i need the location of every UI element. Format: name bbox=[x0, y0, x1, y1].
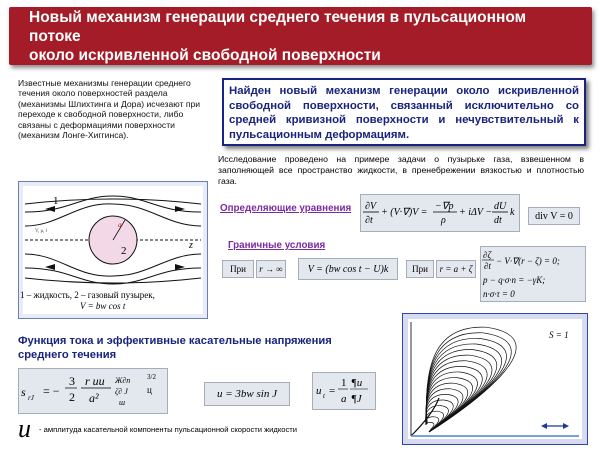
svg-text:= −: = − bbox=[43, 384, 60, 398]
stream-function-heading: Функция тока и эффективные касательные напряжения среднего течения bbox=[18, 335, 332, 361]
condition-infinity: r → ∞ bbox=[256, 260, 286, 278]
svg-text:∂ζ: ∂ζ bbox=[483, 250, 492, 260]
svg-text:+ iΔV −: + iΔV − bbox=[459, 207, 493, 218]
study-paragraph: Исследование проведено на примере задачи о пузырьке газа, взвешенном в заполняющей все пространство жидкости, в пренебрежении вязкостью и плотностью газа. bbox=[218, 154, 584, 186]
continuity-equation: div V = 0 bbox=[528, 207, 580, 225]
footnote-symbol: u bbox=[18, 414, 31, 443]
diagram-caption bbox=[20, 290, 210, 312]
svg-text:¶u: ¶u bbox=[351, 377, 363, 389]
title-line-1: Новый механизм генерации среднего течения в пульсационном потоке bbox=[29, 8, 527, 45]
svg-text:ρ: ρ bbox=[441, 215, 446, 226]
svg-text:∂t: ∂t bbox=[484, 261, 491, 271]
stress-subscript: rJ bbox=[28, 394, 34, 402]
svg-text:dU: dU bbox=[494, 201, 507, 212]
svg-text:∂V: ∂V bbox=[365, 201, 377, 212]
svg-text:dt: dt bbox=[494, 215, 502, 226]
svg-text:−∇p: −∇p bbox=[435, 201, 454, 212]
ut-subscript: t bbox=[323, 392, 325, 400]
svg-text:Ж∂n: Ж∂n bbox=[115, 376, 131, 385]
svg-text:r uu: r uu bbox=[85, 374, 105, 388]
svg-text:− V·∇(r − ζ) = 0;: − V·∇(r − ζ) = 0; bbox=[496, 256, 560, 266]
stress-formula-box bbox=[18, 368, 168, 414]
svg-text:1: 1 bbox=[341, 377, 347, 389]
svg-text:ζ∂ J: ζ∂ J bbox=[115, 387, 128, 396]
svg-text:+ (V·∇)V =: + (V·∇)V = bbox=[381, 207, 428, 218]
euler-equation-box bbox=[360, 194, 520, 232]
slide-title bbox=[29, 8, 572, 65]
stress-symbol: s bbox=[21, 385, 26, 399]
svg-text:p − q·σ·n = −γK;: p − q·σ·n = −γK; bbox=[483, 275, 546, 285]
caption-line-1: 1 – жидкость, 2 – газовый пузырек, bbox=[20, 290, 155, 300]
label-bubble: 2 bbox=[121, 245, 127, 257]
tangential-velocity-box bbox=[312, 372, 376, 410]
svg-text:=: = bbox=[329, 385, 336, 397]
tangential-velocity-formula bbox=[313, 373, 375, 409]
radius-label: a bbox=[118, 221, 122, 229]
contour-plot-svg bbox=[403, 314, 587, 444]
label-z-axis: z bbox=[189, 240, 193, 251]
svg-text:∂t: ∂t bbox=[365, 215, 373, 226]
euler-equation bbox=[361, 195, 519, 231]
footnote-text: - амплитуда касательной компоненты пульсационной скорости жидкости bbox=[39, 424, 297, 434]
surface-conditions bbox=[481, 247, 585, 301]
svg-text:2: 2 bbox=[69, 390, 75, 404]
svg-text:a: a bbox=[341, 393, 347, 405]
velocity-formula: u = 3bw sin J bbox=[204, 382, 290, 406]
caption-formula: V = bw cos t bbox=[80, 301, 126, 311]
inner-label: V, μ, l bbox=[35, 229, 48, 234]
far-field-condition: V = (bw cos t − U)k bbox=[298, 258, 398, 280]
intro-paragraph: Известные механизмы генерации среднего течения около поверхностей раздела (механизмы Шлихтинга и Дора) исчезают при переходе к свободной поверхности, либо связаны с деформациями поверхности (механизм Лонге-Хиггинса). bbox=[18, 78, 201, 141]
svg-text:3: 3 bbox=[69, 374, 75, 388]
streamline-top bbox=[25, 199, 201, 204]
finding-box: Найден новый механизм генерации около искривленной свободной поверхности, связанный исключительно со средней кривизной поверхности и нечувствительный к пульсационным деформациям. bbox=[222, 78, 586, 146]
svg-text:ц: ц bbox=[147, 385, 152, 395]
stress-formula bbox=[19, 369, 167, 413]
equations-label: Определяющие уравнения bbox=[220, 203, 352, 214]
svg-text:3/2: 3/2 bbox=[147, 373, 156, 381]
condition-surface: r = a + ζ bbox=[436, 260, 476, 278]
title-line-2: около искривленной свободной поверхности bbox=[29, 46, 381, 64]
streamline-bottom bbox=[25, 278, 201, 283]
svg-text:k: k bbox=[510, 207, 515, 218]
svg-text:a²: a² bbox=[89, 391, 99, 405]
at-label-2: При bbox=[406, 260, 434, 278]
ut-symbol: u bbox=[316, 385, 322, 397]
label-liquid: 1 bbox=[53, 195, 59, 207]
title-banner bbox=[9, 7, 592, 65]
at-label-1: При bbox=[222, 260, 254, 278]
svg-text:ш: ш bbox=[119, 398, 126, 407]
svg-text:n·σ·τ = 0: n·σ·τ = 0 bbox=[483, 289, 515, 299]
surface-conditions-box bbox=[480, 246, 586, 302]
boundary-label: Граничные условия bbox=[228, 240, 326, 251]
footnote bbox=[18, 414, 388, 443]
streamline-contour-plot bbox=[402, 313, 588, 445]
svg-text:¶J: ¶J bbox=[351, 393, 362, 405]
contour-label: S = 1 bbox=[549, 330, 569, 340]
